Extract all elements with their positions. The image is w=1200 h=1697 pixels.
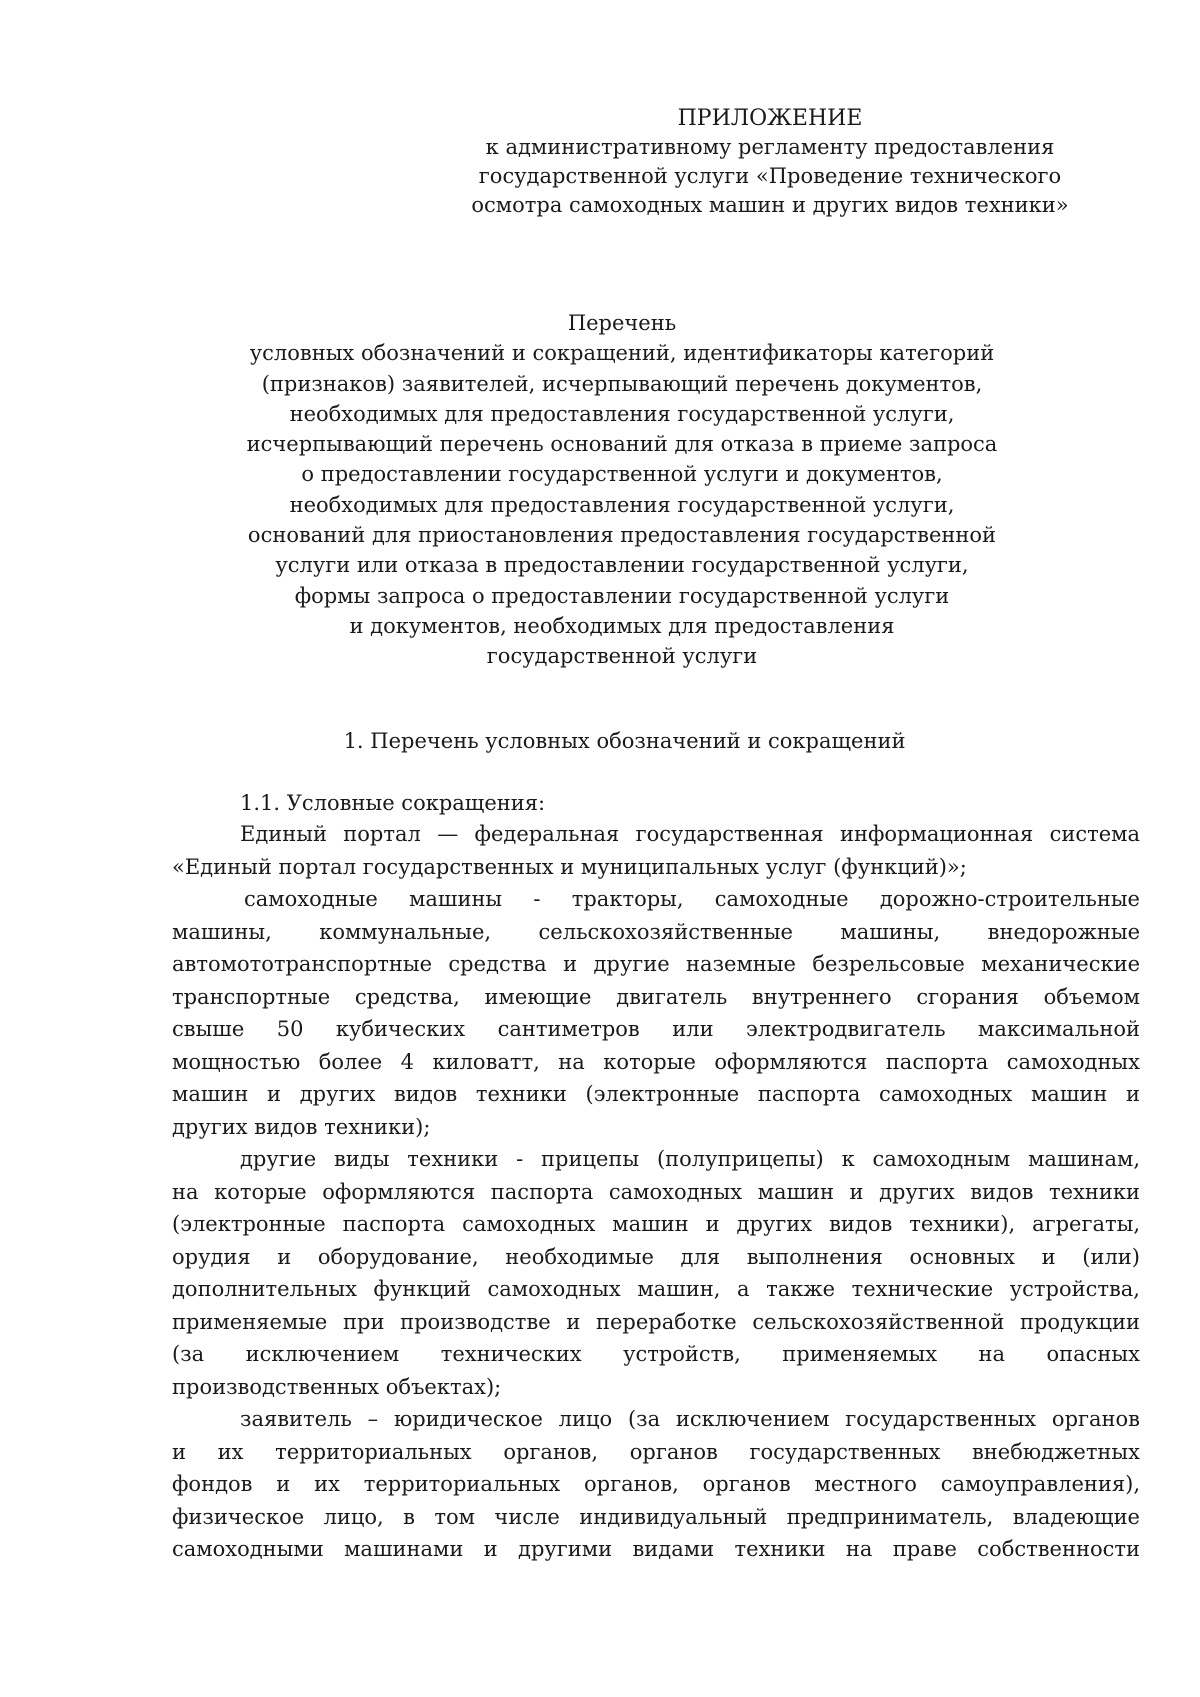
appendix-line: государственной услуги «Проведение технического (478, 164, 1062, 188)
paragraph-line: и их территориальных органов, органов государственных внебюджетных (172, 1439, 1140, 1464)
paragraph-line: свыше 50 кубических сантиметров или электродвигатель максимальной (172, 1017, 1140, 1041)
title-line: необходимых для предоставления государственной услуги, (289, 492, 955, 517)
paragraph-line: других видов техники); (172, 1114, 431, 1139)
paragraph-line: мощностью более 4 киловатт, на которые оформляются паспорта самоходных (172, 1049, 1140, 1074)
paragraph-line: автомототранспортные средства и другие наземные безрельсовые механические (172, 952, 1140, 976)
title-line: необходимых для предоставления государственной услуги, (289, 401, 955, 426)
paragraph-line: фондов и их территориальных органов, органов местного самоуправления), (172, 1472, 1140, 1496)
paragraph-line: дополнительных функций самоходных машин, а также технические устройства, (172, 1277, 1140, 1301)
paragraph-line: транспортные средства, имеющие двигатель внутреннего сгорания объемом (172, 984, 1140, 1009)
paragraph-line: производственных объектах); (172, 1374, 502, 1399)
paragraph-line: физическое лицо, в том числе индивидуальный предприниматель, владеющие (172, 1504, 1140, 1529)
title-line: и документов, необходимых для предоставления (349, 613, 895, 638)
appendix-title: ПРИЛОЖЕНИЕ (677, 106, 863, 131)
title-line: о предоставлении государственной услуги и документов, (301, 462, 943, 487)
title-line: формы запроса о предоставлении государственной услуги (294, 583, 950, 608)
subsection-heading: 1.1. Условные сокращения: (240, 791, 546, 815)
appendix-line: осмотра самоходных машин и других видов техники» (471, 193, 1069, 217)
paragraph-line: машины, коммунальные, сельскохозяйственные машины, внедорожные (172, 919, 1140, 944)
document-title (172, 308, 1072, 672)
paragraph-line: другие виды техники - прицепы (полуприцепы) к самоходным машинам, (240, 1147, 1140, 1171)
paragraph-line: (за исключением технических устройств, применяемых на опасных (172, 1342, 1140, 1366)
title-line: услуги или отказа в предоставлении государственной услуги, (275, 553, 969, 578)
appendix-header (470, 104, 1070, 220)
paragraph-line: самоходные машины - тракторы, самоходные дорожно-строительные (244, 887, 1140, 911)
paragraph-line: заявитель – юридическое лицо (за исключением государственных органов (240, 1407, 1140, 1431)
title-line: условных обозначений и сокращений, идентификаторы категорий (249, 341, 995, 366)
body-text (172, 818, 1140, 1566)
appendix-line: к административному регламенту предоставления (485, 135, 1055, 159)
paragraph-line: самоходными машинами и другими видами техники на праве собственности (172, 1537, 1140, 1561)
paragraph-line: на которые оформляются паспорта самоходных машин и других видов техники (172, 1179, 1140, 1204)
paragraph-line: применяемые при производстве и переработке сельскохозяйственной продукции (172, 1309, 1140, 1334)
paragraph-line: орудия и оборудование, необходимые для выполнения основных и (или) (172, 1244, 1140, 1269)
title-line: (признаков) заявителей, исчерпывающий перечень документов, (261, 371, 983, 396)
paragraph-line: «Единый портал государственных и муниципальных услуг (функций)»; (172, 854, 967, 879)
section-heading: 1. Перечень условных обозначений и сокращений (343, 729, 906, 753)
title-line: государственной услуги (486, 644, 758, 669)
title-line: оснований для приостановления предоставления государственной (247, 523, 997, 548)
title-line: Перечень (567, 311, 677, 335)
paragraph-line: Единый портал — федеральная государственная информационная система (240, 822, 1140, 846)
paragraph-line: (электронные паспорта самоходных машин и других видов техники), агрегаты, (172, 1212, 1140, 1236)
title-line: исчерпывающий перечень оснований для отказа в приеме запроса (246, 432, 998, 457)
paragraph-line: машин и других видов техники (электронные паспорта самоходных машин и (172, 1082, 1140, 1106)
